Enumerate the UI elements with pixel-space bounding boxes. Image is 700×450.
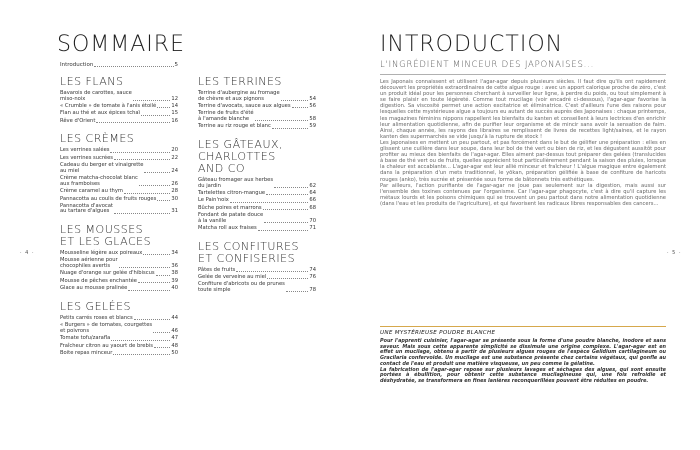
body-paragraph: Les Japonaises en mettent un peu partout, et pas forcément dans le but de gélifier une préparation : elles en glissent une cuillère dans leur soupe, dans leur bol de thé vert ou bien de riz, et les dégustent aussitôt pour profiter au mieux des bienfaits de l'agar-agar. Elles aiment par-dessus tout préparer des gelées (translucides à base de thé vert ou de fruits, quelles apprécient tout particulièrement pendant la saison des pluies, lorsque la chaleur est accablante... L'agar-agar est leur allié minceur et fraîcheur ! L'algue magique entre également dans la préparation d'un mets traditionnel, le yōkan, préparation gélifiée à base de confiture de haricots rouges (anko), très sucrée et présentée sous forme de bâtonnets très esthétiques. <box>380 139 666 183</box>
toc-entry[interactable] <box>198 282 316 293</box>
toc-entry-page: 76 <box>309 274 316 281</box>
toc-entry-label: Bûche poires et marrons <box>198 204 262 211</box>
toc-entry-label: Tomate tofu/zarafla <box>60 335 111 342</box>
toc-entry-label: Fraîcheur citron au yaourt de brebis <box>60 342 153 349</box>
toc-entry-page: 78 <box>309 287 316 294</box>
toc-entry-label: Rêve d'Orient <box>60 117 96 124</box>
toc-entry-page: 64 <box>309 189 316 196</box>
toc-entry-page: 36 <box>171 263 178 270</box>
box-body <box>380 339 666 385</box>
toc-entry[interactable] <box>198 213 316 224</box>
box-paragraph: La fabrication de l'agar-agar repose sur plusieurs lavages et séchages des algues, qui sont ensuite portées à ébullition, pour obtenir cette substance mucilagineuse qui, une fois refroidie et déshydratée, se transformera en fines lanières reconquerillées pouvant être réduites en poudre. <box>380 366 666 384</box>
toc-entry-introduction[interactable] <box>60 62 178 68</box>
toc-section <box>198 139 316 232</box>
toc-entry-label: Fondant de patate douce à la vanille <box>198 212 264 224</box>
toc-entry-label: Les verrines salées <box>60 147 110 154</box>
toc-entry[interactable] <box>60 111 178 117</box>
toc-entry-page: 22 <box>171 154 178 161</box>
toc-entry[interactable] <box>60 104 178 110</box>
toc-entry-label: Cadeau du berger et vinaigrette au miel <box>60 162 144 174</box>
leader-dots <box>266 194 308 195</box>
leader-dots <box>154 347 170 348</box>
leader-dots <box>114 213 170 214</box>
toc-entry-page: 68 <box>309 204 316 211</box>
toc-entry-page: 56 <box>309 102 316 109</box>
toc-entry[interactable] <box>198 91 316 102</box>
toc-entry-page: 31 <box>171 208 178 215</box>
toc-entry-label: Mousse aérienne pour chocophiles avertis <box>60 257 118 270</box>
leader-dots <box>133 100 171 101</box>
toc-entry[interactable] <box>60 119 178 125</box>
toc-entry[interactable] <box>60 271 178 277</box>
toc-section <box>60 301 178 357</box>
leader-dots <box>119 267 171 268</box>
toc-entry-page: 47 <box>171 335 178 342</box>
toc-entry-label: Introduction <box>60 62 94 68</box>
toc-section-title: LES TERRINES <box>198 75 282 88</box>
toc-entry[interactable] <box>60 156 178 162</box>
toc-entry-page: 40 <box>171 285 178 292</box>
page-number-left: · 4 · <box>20 250 35 256</box>
toc-entry-label: « Crumble » de tomate à l'anis étoilé <box>60 102 157 109</box>
page-number-right: · 5 · <box>667 250 682 256</box>
toc-entry-label: Le Pain'noix <box>198 197 229 204</box>
toc-entry-label: Glace au mousse pralinée <box>60 285 128 292</box>
toc-entry[interactable] <box>60 258 178 269</box>
toc-section-title: LES CRÈMES <box>60 132 135 146</box>
toc-section-title: LES GELÉES <box>60 299 132 313</box>
leader-dots <box>114 159 170 160</box>
leader-dots <box>236 271 308 272</box>
toc-section-title: LES GÂTEAUX, CHARLOTTES AND CO <box>198 137 284 175</box>
leader-dots <box>156 275 171 276</box>
toc-entry[interactable] <box>60 336 178 342</box>
toc-entry-page: 20 <box>171 147 178 154</box>
leader-dots <box>144 172 170 173</box>
subtitle-divider <box>380 74 666 75</box>
leader-dots <box>141 115 170 116</box>
toc-entry-page: 24 <box>171 167 178 174</box>
leader-dots <box>272 128 309 129</box>
toc-entry[interactable] <box>198 124 316 130</box>
leader-dots <box>281 100 309 101</box>
body-paragraph: Les Japonais connaissent et utilisent l'agar-agar depuis plusieurs siècles. Il faut dire qu'ils ont rapidement découvert les propriétés extraordinaires de cette algue rouge : avec un apport calorique proche de zéro, c'est un produit idéal pour les personnes cherchant à surveiller leur ligne, à perdre du poids, ou tout simplement à se faire plaisir en toute légèreté. Comme tout mucilage (voir encadré ci-dessous), l'agar-agar favorise la digestion. Sa viscosité permet une action excitatrice et éliminatrice. C'est d'ailleurs l'une des raisons pour lesquelles cette mystérieuse algue a toujours eu autant de succès auprès des Japonaises : chaque printemps, les magazines féminins nippons rappellent les bienfaits du kanten et conseillent à leurs lectrices d'en enrichir leur alimentation quotidienne, afin de purifier leur organisme et de mincir sans avoir la sensation de faim. Ainsi, chaque année, les rayons des libraires se remplissent de livres de recettes light/saines, et le rayon kanten des supermarchés se vide jusqu'à la rupture de stock ! <box>380 79 666 140</box>
toc-section <box>198 241 316 294</box>
toc-entry[interactable] <box>198 275 316 281</box>
toc-entry-page: 26 <box>171 180 178 187</box>
leader-dots <box>255 120 309 121</box>
toc-entry[interactable] <box>60 204 178 215</box>
toc-entry-page: 54 <box>309 95 316 102</box>
leader-dots <box>128 290 170 291</box>
toc-entry[interactable] <box>198 191 316 197</box>
toc-entry[interactable] <box>198 111 316 122</box>
toc-entry[interactable] <box>60 197 178 203</box>
toc-entry-page: 34 <box>171 250 178 257</box>
toc-entry-page: 59 <box>309 123 316 130</box>
toc-entry-page: 39 <box>171 277 178 284</box>
toc-column-left <box>60 76 178 366</box>
box-paragraph: Pour l'apprenti cuisinier, l'agar-agar se présente sous la forme d'une poudre blanche, inodore et sans saveur. Mais sous cette apparente simplicité se dissimule une origine complexe. L'agar-agar est en effet un mucilage, obtenu à partir de plusieurs algues rouges de l'espèce Gelidium cartilagineum ou Gracilaria confervoide. Un mucilage est une substance présente chez certains végétaux, qui gonfle au contact de l'eau et produit une matière visqueuse, un peu comme la gélatine. <box>380 338 666 367</box>
leader-dots <box>230 202 309 203</box>
toc-section <box>198 76 316 130</box>
toc-entry-label: Mousseline légère aux poireaux <box>60 250 143 257</box>
toc-entry-label: Crème caramel au thym <box>60 188 123 195</box>
toc-entry-page: 38 <box>171 270 178 277</box>
toc-entry[interactable] <box>198 198 316 204</box>
toc-entry[interactable] <box>60 279 178 285</box>
box-title: UNE MYSTÉRIEUSE POUDRE BLANCHE <box>380 330 496 336</box>
toc-entry-label: Terrine d'avocats, sauce aux algues <box>198 102 291 109</box>
toc-column-right <box>198 76 316 303</box>
toc-entry-label: Pannacotta au coulis de fruits rouges <box>60 195 157 202</box>
toc-entry-page: 28 <box>171 188 178 195</box>
leader-dots <box>139 185 171 186</box>
toc-entry-page: 14 <box>171 102 178 109</box>
toc-entry[interactable] <box>198 104 316 110</box>
toc-entry[interactable] <box>60 351 178 357</box>
toc-section <box>60 76 178 124</box>
toc-entry[interactable] <box>60 91 178 102</box>
toc-entry-page: 12 <box>171 95 178 102</box>
toc-entry[interactable] <box>60 344 178 350</box>
leader-dots <box>113 354 170 355</box>
leader-dots <box>258 230 309 231</box>
toc-entry-page: 58 <box>309 115 316 122</box>
toc-entry-label: Gâteau fromager aux herbes du jardin <box>198 176 274 189</box>
toc-entry-page: 62 <box>309 182 316 189</box>
toc-section <box>60 224 178 292</box>
leader-dots <box>292 107 309 108</box>
introduction-title: INTRODUCTION <box>380 32 564 57</box>
leader-dots <box>264 222 308 223</box>
leader-dots <box>94 62 173 67</box>
leader-dots <box>267 278 308 279</box>
leader-dots <box>110 152 170 153</box>
toc-entry[interactable] <box>198 206 316 212</box>
introduction-body <box>380 79 666 207</box>
toc-entry-label: Confiture d'abricots ou de prunes toute simple <box>198 281 285 294</box>
toc-entry-label: Les verrines sucrées <box>60 154 113 161</box>
toc-entry[interactable] <box>60 286 178 292</box>
toc-entry-page: 44 <box>171 314 178 321</box>
leader-dots <box>143 254 170 255</box>
leader-dots <box>157 200 170 201</box>
leader-dots <box>124 193 170 194</box>
toc-entry-label: Tartelettes citron-mangue <box>198 189 266 196</box>
leader-dots <box>263 209 309 210</box>
leader-dots <box>286 291 309 292</box>
leader-dots <box>96 122 170 123</box>
body-paragraph: Par ailleurs, l'action purifiante de l'agar-agar ne joue pas seulement sur la digestion, mais aussi sur l'ensemble des toxines contenues par l'organisme. Car l'agar-agar phagocyte, c'est à dire qu'il capture les métaux lourds et les poisons chimiques qui se trouvent un peu partout dans notre alimentation quotidienne (dans l'eau et les produits de l'agriculture), et qui favorisent les radicaux libres responsables des cancers... <box>380 182 666 207</box>
toc-entry-label: Crème matcha-chocolat blanc aux framboises <box>60 175 138 187</box>
toc-entry-label: Terrine au riz rouge et blanc <box>198 123 271 130</box>
toc-entry-label: Terrine d'aubergine au fromage de chèvre et aux pignons <box>198 90 280 102</box>
toc-entry[interactable] <box>60 316 178 322</box>
sommaire-title: SOMMAIRE <box>57 32 185 57</box>
leader-dots <box>111 340 170 341</box>
toc-entry[interactable] <box>198 226 316 232</box>
toc-entry-label: Pâtes de fruits <box>198 266 236 273</box>
toc-entry-page: 71 <box>309 225 316 232</box>
toc-entry[interactable] <box>198 268 316 274</box>
toc-entry[interactable] <box>60 176 178 187</box>
toc-entry-label: Terrine de fruits d'été à l'amande blanche <box>198 110 254 122</box>
toc-entry-label: Flan au thé et aux épices tchaï <box>60 110 140 117</box>
toc-entry[interactable] <box>60 251 178 257</box>
toc-entry-page: 74 <box>309 266 316 273</box>
toc-section-title: LES FLANS <box>60 75 124 88</box>
introduction-subtitle: L'INGRÉDIENT MINCEUR DES JAPONAISES... <box>380 60 595 70</box>
toc-entry[interactable] <box>60 189 178 195</box>
toc-entry-label: Pannacotta d'avocat au tartare d'algues <box>60 202 113 215</box>
toc-entry-page: 50 <box>171 349 178 356</box>
toc-entry-label: « Burgers » de tomates, courgettes et poivrons <box>60 322 153 334</box>
toc-section <box>60 133 178 215</box>
toc-entry[interactable] <box>198 178 316 189</box>
toc-entry[interactable] <box>60 163 178 174</box>
toc-entry-page: 66 <box>309 197 316 204</box>
toc-entry-label: Matcha roll aux fraises <box>198 225 257 232</box>
toc-entry-page: 30 <box>171 195 178 202</box>
toc-entry-label: Boite repas minceur <box>60 349 113 356</box>
toc-section-title: LES CONFITURES ET CONFISERIES <box>198 239 300 265</box>
toc-section-title: LES MOUSSES ET LES GLACES <box>60 223 152 249</box>
leader-dots <box>157 107 170 108</box>
toc-entry-page: 46 <box>171 327 178 334</box>
toc-entry-label: Nuage d'orange sur gelée d'hibiscus <box>60 270 155 277</box>
leader-dots <box>153 332 170 333</box>
leader-dots <box>138 282 170 283</box>
toc-entry-page: 5 <box>174 62 178 68</box>
toc-entry[interactable] <box>60 148 178 154</box>
toc-entry-label: Gelée de verveine au miel <box>198 274 267 281</box>
leader-dots <box>274 187 308 188</box>
box-divider <box>380 326 666 327</box>
toc-entry-label: Bavarois de carottes, sauce miso-noix <box>60 90 132 102</box>
toc-entry-label: Mousse de pêches enchantée <box>60 277 137 284</box>
toc-entry-page: 16 <box>171 117 178 124</box>
leader-dots <box>134 319 171 320</box>
toc-entry-label: Petits carrés roses et blancs <box>60 314 133 321</box>
toc-entry-page: 15 <box>171 110 178 117</box>
toc-entry-page: 48 <box>171 342 178 349</box>
toc-entry-page: 70 <box>309 217 316 224</box>
toc-entry[interactable] <box>60 323 178 334</box>
